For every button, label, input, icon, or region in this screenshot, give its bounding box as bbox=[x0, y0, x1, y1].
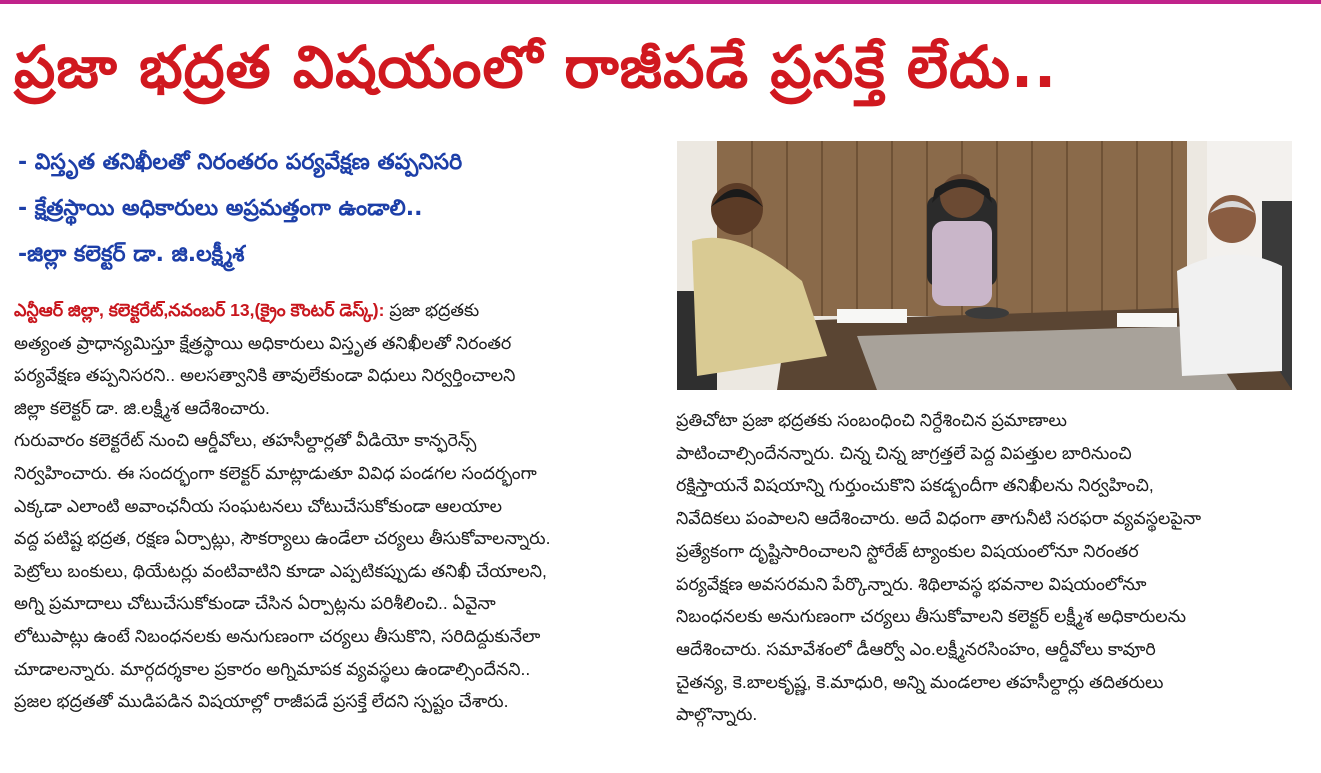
subhead: -జిల్లా కలెక్టర్ డా. జి.లక్ష్మీశ bbox=[18, 242, 245, 267]
body-line: పాల్గొన్నారు. bbox=[676, 704, 758, 725]
body-line: వద్ద పటిష్ట భద్రత, రక్షణ ఏర్పాట్లు, సౌకర్యాలు ఉండేలా చర్యలు తీసుకోవాలన్నారు. bbox=[14, 528, 551, 549]
subhead: - విస్తృత తనిఖీలతో నిరంతరం పర్యవేక్షణ తప్పనిసరి bbox=[18, 150, 463, 175]
body-line: చైతన్య, కె.బాలకృష్ణ, కె.మాధురి, అన్ని మండలాల తహసీల్దార్లు తదితరులు bbox=[676, 671, 1164, 692]
right-column bbox=[676, 404, 1291, 731]
body-line: గురువారం కలెక్టరేట్ నుంచి ఆర్డీవోలు, తహసీల్దార్లతో వీడియో కాన్ఫరెన్స్ bbox=[14, 430, 477, 451]
body-line: జిల్లా కలెక్టర్ డా. జి.లక్ష్మీశ ఆదేశించారు. bbox=[14, 397, 270, 418]
body-line: పెట్రోలు బంకులు, థియేటర్లు వంటివాటిని కూడా ఎప్పటికప్పుడు తనిఖీ చేయాలని, bbox=[14, 560, 547, 581]
body-line: పాటించాల్సిందేనన్నారు. చిన్న చిన్న జాగ్రత్తలే పెద్ద విపత్తుల బారినుంచి bbox=[676, 442, 1132, 463]
body-line: నిబంధనలకు అనుగుణంగా చర్యలు తీసుకోవాలని కలెక్టర్ లక్ష్మీశ అధికారులను bbox=[676, 606, 1187, 627]
body-line: చూడాలన్నారు. మార్గదర్శకాల ప్రకారం అగ్నిమాపక వ్యవస్థలు ఉండాల్సిందేనని.. bbox=[14, 658, 531, 679]
body-line: ప్రజల భద్రతతో ముడిపడిన విషయాల్లో రాజీపడే ప్రసక్తే లేదని స్పష్టం చేశారు. bbox=[14, 691, 509, 712]
body-line: ప్రతిచోటా ప్రజా భద్రతకు సంబంధించి నిర్దేశించిన ప్రమాణాలు bbox=[676, 410, 1067, 430]
body-line: అత్యంత ప్రాధాన్యమిస్తూ క్షేత్రస్థాయి అధికారులు విస్తృత తనిఖీలతో నిరంతర bbox=[14, 332, 512, 353]
body-line: ఎక్కడా ఎలాంటి అవాంఛనీయ సంఘటనలు చోటుచేసుకోకుండా ఆలయాల bbox=[14, 495, 503, 516]
dateline: ఎన్టీఆర్ జిల్లా, కలెక్టరేట్,నవంబర్ 13,(క్రైం కౌంటర్ డెస్క్): bbox=[14, 300, 385, 320]
body-line: రక్షిస్తాయనే విషయాన్ని గుర్తుంచుకొని పకడ్బందీగా తనిఖీలను నిర్వహించి, bbox=[676, 475, 1154, 496]
left-column bbox=[14, 294, 646, 718]
headline: ప్రజా భద్రత విషయంలో రాజీపడే ప్రసక్తే లేదు.. bbox=[14, 33, 1058, 101]
lead-text: ప్రజా భద్రతకు bbox=[389, 300, 480, 320]
body-line: అగ్ని ప్రమాదాలు చోటుచేసుకోకుండా చేసిన ఏర్పాట్లను పరిశీలించి.. ఏవైనా bbox=[14, 593, 496, 614]
body-line: ప్రత్యేకంగా దృష్టిసారించాలని స్టోరేజ్ ట్యాంకుల విషయంలోనూ నిరంతర bbox=[676, 540, 1139, 561]
lead-line bbox=[14, 294, 646, 327]
subhead: - క్షేత్రస్థాయి అధికారులు అప్రమత్తంగా ఉండాలి.. bbox=[18, 196, 423, 221]
body-line: లోటుపాట్లు ఉంటే నిబంధనలకు అనుగుణంగా చర్యలు తీసుకొని, సరిదిద్దుకునేలా bbox=[14, 625, 541, 646]
subheads bbox=[18, 140, 658, 278]
body-line: పర్యవేక్షణ అవసరమని పేర్కొన్నారు. శిథిలావస్థ భవనాల విషయంలోనూ bbox=[676, 573, 1147, 594]
body-line: నిర్వహించారు. ఈ సందర్భంగా కలెక్టర్ మాట్లాడుతూ వివిధ పండగల సందర్భంగా bbox=[14, 462, 537, 483]
meeting-photo-illustration bbox=[677, 141, 1292, 390]
top-rule bbox=[0, 0, 1321, 4]
body-line: నివేదికలు పంపాలని ఆదేశించారు. అదే విధంగా తాగునీటి సరఫరా వ్యవస్థలపైనా bbox=[676, 508, 1202, 529]
meeting-photo bbox=[677, 141, 1292, 390]
body-line: ఆదేశించారు. సమావేశంలో డీఆర్వో ఎం.లక్ష్మీనరసింహం, ఆర్డీవోలు కావూరి bbox=[676, 638, 1156, 659]
body-line: పర్యవేక్షణ తప్పనిసరని.. అలసత్వానికి తావులేకుండా విధులు నిర్వర్తించాలని bbox=[14, 365, 516, 386]
